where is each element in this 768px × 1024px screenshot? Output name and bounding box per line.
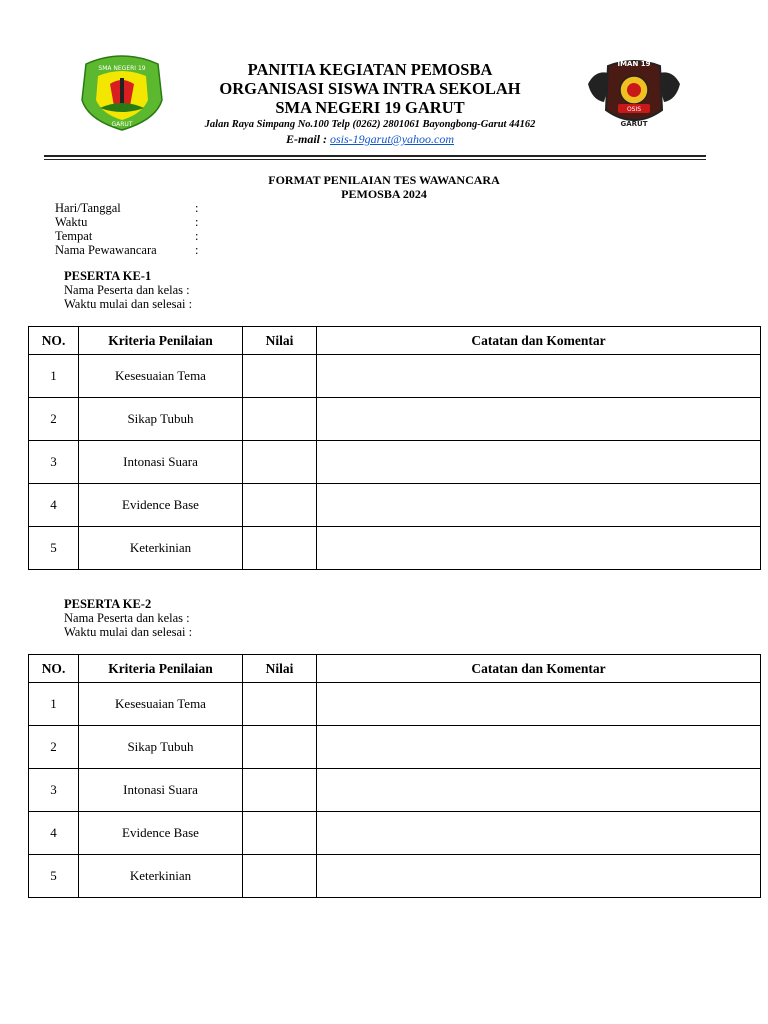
row-no: 2 — [29, 398, 79, 441]
header-rule-thin — [44, 159, 706, 160]
letterhead-school: SMA NEGERI 19 GARUT — [275, 98, 465, 117]
osis-logo — [582, 54, 686, 132]
info-label: Tempat — [55, 229, 93, 243]
notes-cell[interactable] — [317, 441, 761, 484]
row-criterion: Sikap Tubuh — [79, 726, 243, 769]
participant-2-header — [64, 597, 192, 639]
header-criterion: Kriteria Penilaian — [79, 655, 243, 683]
score-cell[interactable] — [243, 398, 317, 441]
letterhead-committee: PANITIA KEGIATAN PEMOSBA — [247, 60, 493, 79]
header-rule-thick — [44, 155, 706, 157]
row-criterion: Intonasi Suara — [79, 769, 243, 812]
row-no: 1 — [29, 683, 79, 726]
row-no: 1 — [29, 355, 79, 398]
logo-right-top-text: IMAN 19 — [617, 60, 651, 68]
row-no: 2 — [29, 726, 79, 769]
notes-cell[interactable] — [317, 726, 761, 769]
letterhead-email-line — [150, 132, 590, 146]
logo-left-top-text: SMA NEGERI 19 — [98, 65, 146, 72]
table-header-row — [29, 327, 761, 355]
header-score: Nilai — [243, 655, 317, 683]
row-no: 5 — [29, 855, 79, 898]
info-label: Nama Pewawancara — [55, 243, 157, 257]
info-label: Waktu — [55, 215, 88, 229]
row-no: 4 — [29, 812, 79, 855]
table-row — [29, 769, 761, 812]
table-row — [29, 812, 761, 855]
logo-right-mid-text: OSIS — [626, 106, 642, 113]
logo-right-bottom-text: GARUT — [620, 120, 648, 128]
info-colon: : — [195, 201, 199, 215]
notes-cell[interactable] — [317, 484, 761, 527]
participant-2-score-table — [28, 654, 761, 898]
email-link[interactable]: osis-19garut@yahoo.com — [329, 132, 455, 146]
row-criterion: Evidence Base — [79, 484, 243, 527]
info-row-time — [55, 215, 205, 229]
email-label: E-mail : — [285, 132, 330, 146]
row-no: 3 — [29, 769, 79, 812]
row-criterion: Intonasi Suara — [79, 441, 243, 484]
notes-cell[interactable] — [317, 855, 761, 898]
letterhead-address: Jalan Raya Simpang No.100 Telp (0262) 2801061 Bayongbong-Garut 44162 — [204, 119, 536, 130]
row-no: 3 — [29, 441, 79, 484]
header-notes: Catatan dan Komentar — [317, 327, 761, 355]
score-cell[interactable] — [243, 527, 317, 570]
notes-cell[interactable] — [317, 769, 761, 812]
participant-1-header — [64, 269, 192, 311]
header-score: Nilai — [243, 327, 317, 355]
score-cell[interactable] — [243, 683, 317, 726]
table-row — [29, 484, 761, 527]
letterhead — [150, 60, 590, 146]
info-row-date — [55, 201, 205, 215]
info-label: Hari/Tanggal — [55, 201, 121, 215]
participant-name-label: Nama Peserta dan kelas : — [64, 283, 190, 297]
row-criterion: Kesesuaian Tema — [79, 355, 243, 398]
table-row — [29, 855, 761, 898]
info-row-place — [55, 229, 205, 243]
row-no: 4 — [29, 484, 79, 527]
participant-1-score-table — [28, 326, 761, 570]
table-row — [29, 398, 761, 441]
score-cell[interactable] — [243, 769, 317, 812]
notes-cell[interactable] — [317, 812, 761, 855]
score-cell[interactable] — [243, 855, 317, 898]
notes-cell[interactable] — [317, 355, 761, 398]
row-criterion: Keterkinian — [79, 527, 243, 570]
notes-cell[interactable] — [317, 683, 761, 726]
table-row — [29, 441, 761, 484]
header-notes: Catatan dan Komentar — [317, 655, 761, 683]
form-title-line2: PEMOSBA 2024 — [341, 187, 427, 201]
row-no: 5 — [29, 527, 79, 570]
score-cell[interactable] — [243, 441, 317, 484]
participant-time-label: Waktu mulai dan selesai : — [64, 625, 193, 639]
score-cell[interactable] — [243, 355, 317, 398]
info-colon: : — [195, 229, 199, 243]
notes-cell[interactable] — [317, 527, 761, 570]
interview-info — [55, 201, 205, 257]
row-criterion: Evidence Base — [79, 812, 243, 855]
info-colon: : — [195, 243, 199, 257]
score-cell[interactable] — [243, 726, 317, 769]
participant-heading: PESERTA KE-2 — [64, 597, 152, 611]
row-criterion: Keterkinian — [79, 855, 243, 898]
participant-heading: PESERTA KE-1 — [64, 269, 152, 283]
info-colon: : — [195, 215, 199, 229]
table-header-row — [29, 655, 761, 683]
score-cell[interactable] — [243, 484, 317, 527]
table-row — [29, 355, 761, 398]
participant-time-label: Waktu mulai dan selesai : — [64, 297, 193, 311]
header-no: NO. — [29, 655, 79, 683]
form-title-line1: FORMAT PENILAIAN TES WAWANCARA — [268, 173, 500, 187]
form-title — [134, 173, 634, 201]
score-cell[interactable] — [243, 812, 317, 855]
info-row-interviewer — [55, 243, 205, 257]
row-criterion: Kesesuaian Tema — [79, 683, 243, 726]
notes-cell[interactable] — [317, 398, 761, 441]
header-no: NO. — [29, 327, 79, 355]
table-row — [29, 726, 761, 769]
letterhead-organization: ORGANISASI SISWA INTRA SEKOLAH — [219, 79, 521, 98]
header-criterion: Kriteria Penilaian — [79, 327, 243, 355]
row-criterion: Sikap Tubuh — [79, 398, 243, 441]
table-row — [29, 683, 761, 726]
participant-name-label: Nama Peserta dan kelas : — [64, 611, 190, 625]
table-row — [29, 527, 761, 570]
logo-left-bottom-text: GARUT — [111, 121, 133, 128]
